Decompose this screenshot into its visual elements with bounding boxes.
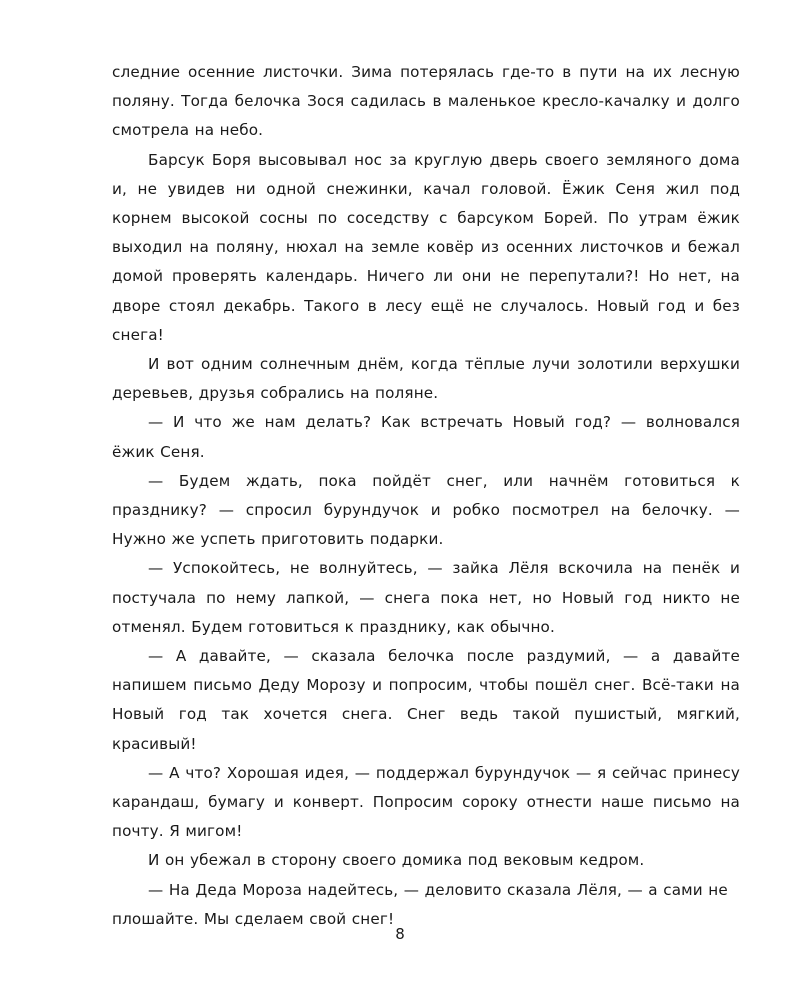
paragraph: — А что? Хорошая идея, — поддержал бурундучок — я сейчас принесу карандаш, бумагу и конверт. Попросим сороку отнести наше письмо на почту. Я мигом! [112,763,740,841]
paragraph: — Будем ждать, пока пойдёт снег, или начнём готовиться к празднику? — спросил бурундучок и робко посмотрел на белочку. — Нужно же успеть приготовить подарки. [112,471,740,549]
paragraph: Барсук Боря высовывал нос за круглую дверь своего земляного дома и, не увидев ни одной снежинки, качал головой. Ёжик Сеня жил под корнем высокой сосны по соседству с барсуком Борей. По утрам ёжик выходил на поляну, нюхал на земле ковёр из осенних листочков и бежал домой проверять календарь. Ничего ли они не перепутали?! Но нет, на дворе стоял декабрь. Такого в лесу ещё не случалось. Новый год и без снега! [112,150,740,344]
paragraph: И он убежал в сторону своего домика под вековым кедром. [148,851,645,870]
paragraph: следние осенние листочки. Зима потерялась где-то в пути на их лесную поляну. Тогда белочка Зося садилась в маленькое кресло-качалку и долго смотрела на небо. [112,63,740,140]
paragraph: — На Деда Мороза надейтесь, — деловито сказала Лёля, — а сами не плошайте. Мы сделаем свой снег! [112,880,728,928]
paragraph: — И что же нам делать? Как встречать Новый год? — волновался ёжик Сеня. [112,413,740,461]
paragraph: — А давайте, — сказала белочка после раздумий, — а давайте напишем письмо Деду Морозу и попросим, чтобы пошёл снег. Всё-таки на Новый год так хочется снега. Снег ведь такой пушистый, мягкий, красивый! [112,647,740,753]
paragraph: И вот одним солнечным днём, когда тёплые лучи золотили верхушки деревьев, друзья собрались на поляне. [112,355,740,403]
page-body-text [112,58,740,934]
paragraph: — Успокойтесь, не волнуйтесь, — зайка Лёля вскочила на пенёк и постучала по нему лапкой, — снега пока нет, но Новый год никто не отменял. Будем готовиться к празднику, как обычно. [112,559,740,636]
page-number: 8 [395,925,405,943]
